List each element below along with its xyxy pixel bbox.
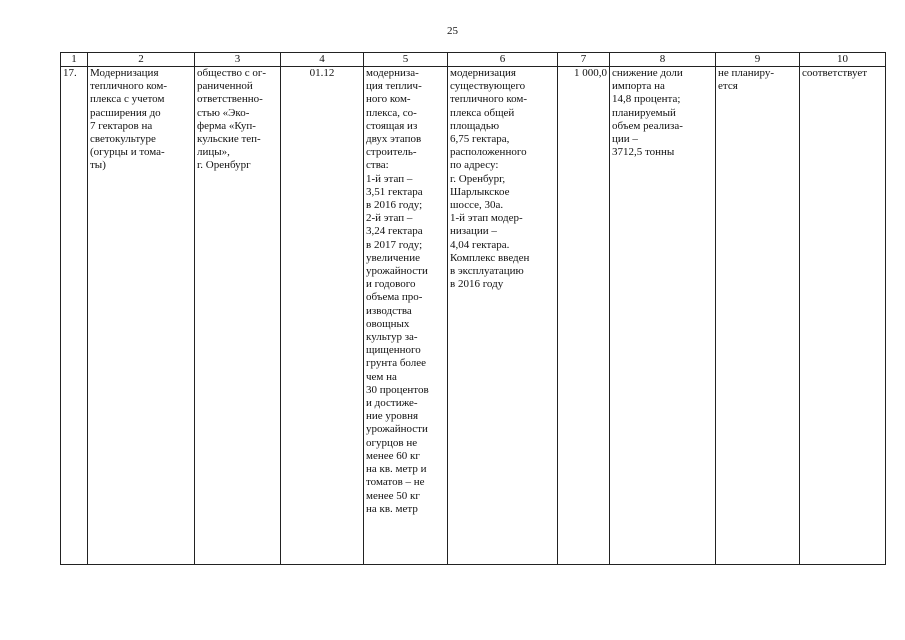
column-header-4: 4 [281, 53, 364, 67]
project-status: модернизация существующего тепличного ком- плекса общей площадью 6,75 гектара, расположенного по адресу: г. Оренбург, Шарлыкское шоссе, 30а. 1-й этап модер- низации – 4,04 гектара. Комплекс введен в эксплуатацию в 2016 году [450, 67, 530, 291]
column-header-7: 7 [558, 53, 610, 67]
row-number: 17. [63, 67, 77, 79]
column-9-cell [716, 67, 800, 565]
project-name: Модернизация тепличного ком- плекса с учетом расширения до 7 гектаров на светокультуре (огурцы и тома- ты) [90, 67, 168, 172]
column-header-9: 9 [716, 53, 800, 67]
organization: общество с ог- раниченной ответственно- стью «Эко- ферма «Куп- кульские теп- лицы», г. Оренбург [197, 67, 267, 172]
compliance-cell [800, 67, 886, 565]
header-row [61, 53, 886, 67]
project-status-cell [448, 67, 558, 565]
amount-cell [558, 67, 610, 565]
expected-effect: снижение доли импорта на 14,8 процента; планируемый объем реализа- ции – 3712,5 тонны [612, 67, 683, 159]
organization-cell [195, 67, 281, 565]
column-header-3: 3 [195, 53, 281, 67]
amount: 1 000,0 [574, 67, 607, 79]
project-description: модерниза- ция теплич- ного ком- плекса, со- стоящая из двух этапов строитель- ства: 1-й этап – 3,51 гектара в 2016 году; 2-й этап – 3,24 гектара в 2017 году; увеличение урожайности и годового объема про- изводства овощных культур за- щищенного грунта более чем на 30 процентов и достиже- ние уровня урожайности огурцов не менее 60 кг на кв. метр и томатов – не менее 50 кг на кв. метр [366, 67, 429, 515]
expected-effect-cell [610, 67, 716, 565]
project-description-cell [364, 67, 448, 565]
data-table [60, 52, 886, 565]
project-name-cell [88, 67, 195, 565]
column-header-6: 6 [448, 53, 558, 67]
page-number: 25 [447, 25, 458, 37]
table-row [61, 67, 886, 565]
column-header-5: 5 [364, 53, 448, 67]
code: 01.12 [309, 67, 335, 79]
row-number-cell [61, 67, 88, 565]
column-header-10: 10 [800, 53, 886, 67]
column-header-8: 8 [610, 53, 716, 67]
column-9-value: не планиру- ется [718, 67, 775, 93]
compliance-value: соответствует [802, 67, 868, 79]
column-header-1: 1 [61, 53, 88, 67]
column-header-2: 2 [88, 53, 195, 67]
code-cell [281, 67, 364, 565]
